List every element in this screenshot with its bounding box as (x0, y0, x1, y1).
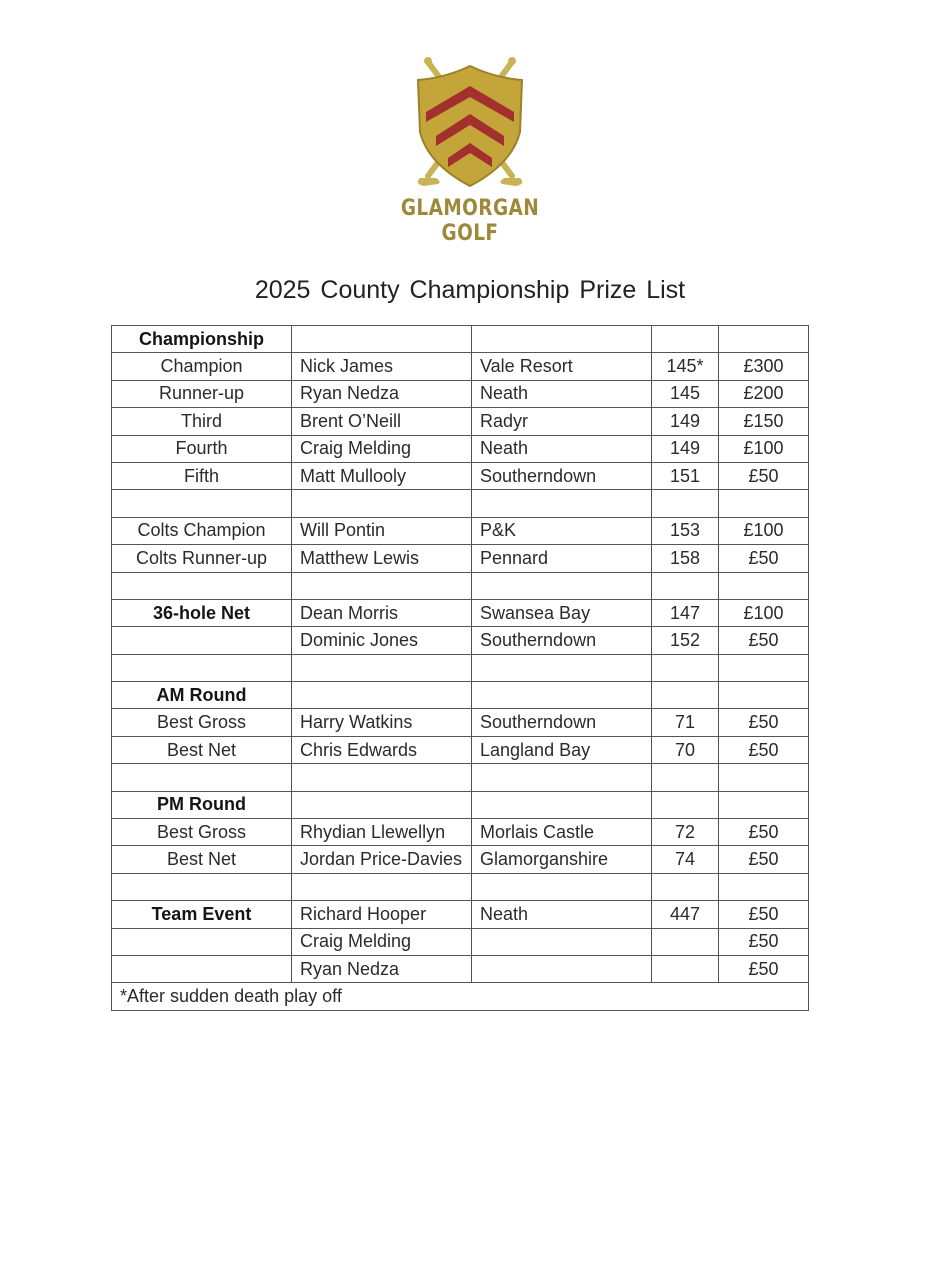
score-cell (652, 572, 719, 599)
club-cell: Langland Bay (472, 736, 652, 763)
club-cell (472, 791, 652, 818)
prize-cell: £300 (719, 353, 809, 380)
prize-cell (719, 764, 809, 791)
event-cell: Team Event (112, 901, 292, 928)
prize-cell (719, 791, 809, 818)
prize-cell: £100 (719, 517, 809, 544)
table-row (112, 791, 809, 818)
event-cell: 36-hole Net (112, 599, 292, 626)
name-cell: Nick James (292, 353, 472, 380)
event-cell (112, 490, 292, 517)
score-cell (652, 682, 719, 709)
table-row (112, 709, 809, 736)
table-row (112, 380, 809, 407)
name-cell (292, 654, 472, 681)
prize-cell (719, 682, 809, 709)
event-cell: Champion (112, 353, 292, 380)
name-cell: Chris Edwards (292, 736, 472, 763)
score-cell: 149 (652, 408, 719, 435)
table-row (112, 928, 809, 955)
event-cell: Best Net (112, 846, 292, 873)
name-cell: Ryan Nedza (292, 955, 472, 982)
score-cell: 152 (652, 627, 719, 654)
score-cell: 153 (652, 517, 719, 544)
club-cell: Neath (472, 901, 652, 928)
table-row (112, 353, 809, 380)
prize-cell: £50 (719, 901, 809, 928)
table-row (112, 435, 809, 462)
table-row (112, 901, 809, 928)
table-row (112, 517, 809, 544)
event-cell: Colts Runner-up (112, 545, 292, 572)
name-cell: Craig Melding (292, 435, 472, 462)
club-cell (472, 873, 652, 900)
prize-table-body (112, 326, 809, 983)
logo-text: GLAMORGAN GOLF (400, 196, 540, 246)
table-row (112, 545, 809, 572)
event-cell: Fourth (112, 435, 292, 462)
table-row (112, 490, 809, 517)
score-cell (652, 490, 719, 517)
score-cell (652, 764, 719, 791)
score-cell: 70 (652, 736, 719, 763)
score-cell (652, 873, 719, 900)
club-cell: Neath (472, 435, 652, 462)
club-cell: Radyr (472, 408, 652, 435)
name-cell: Brent O’Neill (292, 408, 472, 435)
event-cell: Third (112, 408, 292, 435)
club-cell (472, 654, 652, 681)
club-cell (472, 955, 652, 982)
name-cell (292, 791, 472, 818)
name-cell: Rhydian Llewellyn (292, 819, 472, 846)
club-cell: P&K (472, 517, 652, 544)
event-cell (112, 928, 292, 955)
name-cell (292, 682, 472, 709)
club-cell (472, 928, 652, 955)
name-cell (292, 326, 472, 353)
club-cell: Neath (472, 380, 652, 407)
prize-cell (719, 873, 809, 900)
score-cell: 447 (652, 901, 719, 928)
prize-cell: £150 (719, 408, 809, 435)
club-cell (472, 490, 652, 517)
score-cell: 145 (652, 380, 719, 407)
table-row (112, 955, 809, 982)
prize-cell: £100 (719, 435, 809, 462)
table-row (112, 627, 809, 654)
name-cell (292, 764, 472, 791)
event-cell: PM Round (112, 791, 292, 818)
footnote: *After sudden death play off (112, 983, 809, 1010)
score-cell: 71 (652, 709, 719, 736)
club-cell: Southerndown (472, 462, 652, 489)
event-cell (112, 572, 292, 599)
prize-cell: £50 (719, 928, 809, 955)
table-row (112, 873, 809, 900)
table-row (112, 599, 809, 626)
name-cell: Jordan Price-Davies (292, 846, 472, 873)
prize-cell: £50 (719, 955, 809, 982)
table-row (112, 654, 809, 681)
event-cell: Runner-up (112, 380, 292, 407)
name-cell: Craig Melding (292, 928, 472, 955)
score-cell: 158 (652, 545, 719, 572)
score-cell: 74 (652, 846, 719, 873)
page-title: 2025 County Championship Prize List (254, 276, 686, 304)
name-cell: Richard Hooper (292, 901, 472, 928)
event-cell: Colts Champion (112, 517, 292, 544)
table-row (112, 819, 809, 846)
name-cell: Harry Watkins (292, 709, 472, 736)
event-cell: Fifth (112, 462, 292, 489)
score-cell: 149 (652, 435, 719, 462)
event-cell: AM Round (112, 682, 292, 709)
club-cell: Morlais Castle (472, 819, 652, 846)
prize-cell: £50 (719, 709, 809, 736)
table-row (112, 764, 809, 791)
club-cell: Southerndown (472, 627, 652, 654)
table-row (112, 408, 809, 435)
name-cell (292, 572, 472, 599)
name-cell (292, 490, 472, 517)
prize-cell: £50 (719, 846, 809, 873)
event-cell: Best Gross (112, 819, 292, 846)
club-cell: Pennard (472, 545, 652, 572)
event-cell: Championship (112, 326, 292, 353)
club-cell (472, 682, 652, 709)
event-cell (112, 873, 292, 900)
table-row (112, 736, 809, 763)
table-row (112, 326, 809, 353)
score-cell: 72 (652, 819, 719, 846)
club-cell: Swansea Bay (472, 599, 652, 626)
name-cell (292, 873, 472, 900)
prize-cell (719, 326, 809, 353)
name-cell: Dominic Jones (292, 627, 472, 654)
name-cell: Dean Morris (292, 599, 472, 626)
score-cell: 147 (652, 599, 719, 626)
prize-cell: £50 (719, 819, 809, 846)
prize-cell: £50 (719, 545, 809, 572)
event-cell: Best Net (112, 736, 292, 763)
table-row (112, 846, 809, 873)
prize-cell: £50 (719, 736, 809, 763)
footnote-row (112, 983, 809, 1010)
table-row (112, 572, 809, 599)
prize-table (111, 325, 809, 1011)
score-cell (652, 955, 719, 982)
prize-cell: £50 (719, 627, 809, 654)
score-cell (652, 791, 719, 818)
club-cell (472, 326, 652, 353)
score-cell (652, 654, 719, 681)
event-cell (112, 764, 292, 791)
event-cell (112, 654, 292, 681)
club-cell (472, 572, 652, 599)
score-cell: 151 (652, 462, 719, 489)
score-cell (652, 928, 719, 955)
name-cell: Matt Mullooly (292, 462, 472, 489)
table-row (112, 682, 809, 709)
prize-cell (719, 654, 809, 681)
shield-crest-icon (400, 52, 540, 192)
prize-cell: £50 (719, 462, 809, 489)
prize-cell (719, 572, 809, 599)
glamorgan-golf-logo (400, 52, 540, 192)
prize-cell (719, 490, 809, 517)
club-cell: Vale Resort (472, 353, 652, 380)
prize-cell: £100 (719, 599, 809, 626)
prize-cell: £200 (719, 380, 809, 407)
club-cell: Glamorganshire (472, 846, 652, 873)
score-cell: 145* (652, 353, 719, 380)
event-cell (112, 955, 292, 982)
name-cell: Ryan Nedza (292, 380, 472, 407)
name-cell: Matthew Lewis (292, 545, 472, 572)
event-cell: Best Gross (112, 709, 292, 736)
table-row (112, 462, 809, 489)
name-cell: Will Pontin (292, 517, 472, 544)
score-cell (652, 326, 719, 353)
event-cell (112, 627, 292, 654)
club-cell (472, 764, 652, 791)
club-cell: Southerndown (472, 709, 652, 736)
